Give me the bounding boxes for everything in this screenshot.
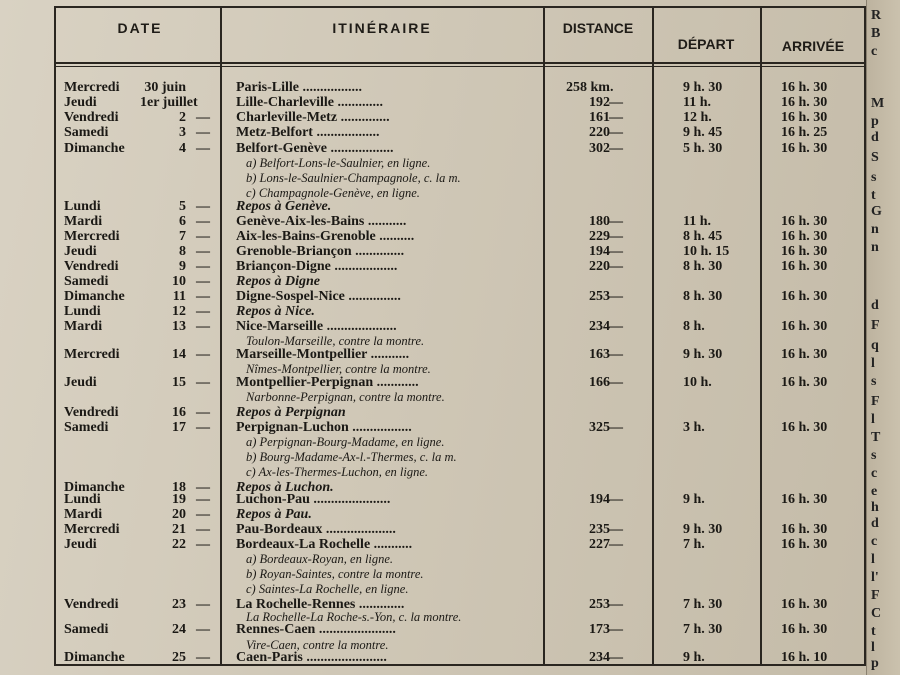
departure-time: 7 h. [683, 537, 705, 552]
date-number: 21 [172, 522, 186, 537]
stage-detail-row [0, 450, 900, 465]
weekday: Lundi [64, 492, 101, 507]
ditto-dash: — [609, 244, 623, 259]
weekday: Mercredi [64, 522, 120, 537]
arrival-time: 16 h. 30 [781, 492, 828, 507]
itinerary: Marseille-Montpellier ........... [236, 347, 410, 362]
departure-time: 8 h. [683, 319, 705, 334]
date-number: 22 [172, 537, 186, 552]
ditto-dash: — [609, 375, 623, 390]
arrival-time: 16 h. 25 [781, 125, 828, 140]
ditto-dash: — [609, 522, 623, 537]
stage-detail-row [0, 156, 900, 171]
date-number: 12 [172, 304, 186, 319]
margin-fragment: c [871, 466, 878, 481]
distance: 253 [589, 597, 610, 612]
date-number: 4 [179, 141, 186, 156]
departure-time: 9 h. 45 [683, 125, 723, 140]
schedule-row [0, 492, 900, 507]
schedule-row [0, 289, 900, 304]
stage-detail: b) Lons-le-Saulnier-Champagnole, c. la m. [246, 171, 461, 185]
ditto-dash: — [196, 650, 210, 665]
date-number: 10 [172, 274, 186, 289]
margin-fragment: G [871, 204, 882, 219]
arrival-time: 16 h. 30 [781, 289, 828, 304]
schedule-row [0, 95, 900, 110]
arrival-time: 16 h. 30 [781, 141, 828, 156]
margin-fragment: S [871, 150, 879, 165]
header-rule-thin [54, 66, 866, 67]
date-number: 3 [179, 125, 186, 140]
arrival-time: 16 h. 30 [781, 597, 828, 612]
schedule-row [0, 375, 900, 390]
arrival-time: 16 h. 30 [781, 319, 828, 334]
stage-detail: c) Saintes-La Rochelle, en ligne. [246, 582, 409, 596]
arrival-time: 16 h. 30 [781, 229, 828, 244]
itinerary: Charleville-Metz .............. [236, 110, 390, 125]
date-number: 9 [179, 259, 186, 274]
margin-fragment: p [871, 114, 879, 129]
ditto-dash: — [196, 405, 210, 420]
margin-fragment: F [871, 318, 880, 333]
margin-fragment: l [871, 412, 875, 427]
date-number: 17 [172, 420, 186, 435]
stage-detail: b) Royan-Saintes, contre la montre. [246, 567, 424, 581]
departure-time: 11 h. [683, 95, 712, 110]
arrival-time: 16 h. 30 [781, 259, 828, 274]
departure-time: 9 h. [683, 492, 705, 507]
date-number: 30 juin [144, 80, 186, 95]
date-number: 20 [172, 507, 186, 522]
arrival-time: 16 h. 30 [781, 622, 828, 637]
margin-fragment: s [871, 374, 877, 389]
weekday: Samedi [64, 622, 109, 637]
margin-fragment: t [871, 188, 876, 203]
stage-detail: a) Bordeaux-Royan, en ligne. [246, 552, 394, 566]
arrival-time: 16 h. 30 [781, 537, 828, 552]
stage-detail: Toulon-Marseille, contre la montre. [246, 334, 425, 348]
itinerary: Caen-Paris ....................... [236, 650, 387, 665]
ditto-dash: — [609, 125, 623, 140]
margin-fragment: M [871, 96, 885, 111]
header-date: DATE [117, 20, 163, 36]
distance: 192 [589, 95, 610, 110]
date-number: 6 [179, 214, 186, 229]
ditto-dash: — [196, 259, 210, 274]
schedule-row [0, 110, 900, 125]
margin-fragment: n [871, 222, 879, 237]
departure-time: 9 h. 30 [683, 80, 723, 95]
schedule-row [0, 214, 900, 229]
stage-detail: a) Belfort-Lons-le-Saulnier, en ligne. [246, 156, 431, 170]
ditto-dash: — [609, 537, 623, 552]
distance: 161 [589, 110, 610, 125]
stage-detail-row [0, 390, 900, 405]
margin-fragment: e [871, 484, 878, 499]
arrival-time: 16 h. 10 [781, 650, 828, 665]
stage-detail: a) Perpignan-Bourg-Madame, en ligne. [246, 435, 445, 449]
departure-time: 7 h. 30 [683, 622, 723, 637]
margin-fragment: s [871, 448, 877, 463]
arrival-time: 16 h. 30 [781, 95, 828, 110]
margin-fragment: R [871, 8, 882, 23]
stage-detail-row [0, 582, 900, 597]
header-distance: DISTANCE [562, 20, 634, 36]
itinerary: Paris-Lille ................. [236, 80, 362, 95]
schedule-row [0, 507, 900, 522]
schedule-row [0, 319, 900, 334]
margin-fragment: t [871, 624, 876, 639]
date-number: 8 [179, 244, 186, 259]
weekday: Lundi [64, 199, 101, 214]
itinerary: Montpellier-Perpignan ............ [236, 375, 419, 390]
stage-detail-row [0, 567, 900, 582]
itinerary: Briançon-Digne .................. [236, 259, 398, 274]
stage-detail: Narbonne-Perpignan, contre la montre. [246, 390, 445, 404]
date-number: 14 [172, 347, 186, 362]
margin-fragment: C [871, 606, 882, 621]
ditto-dash: — [196, 199, 210, 214]
ditto-dash: — [196, 507, 210, 522]
itinerary: Rennes-Caen ...................... [236, 622, 396, 637]
margin-fragment: B [871, 26, 881, 41]
itinerary: Digne-Sospel-Nice ............... [236, 289, 401, 304]
header-itineraire: ITINÉRAIRE [332, 20, 432, 36]
weekday: Samedi [64, 125, 109, 140]
itinerary: La Rochelle-Rennes ............. [236, 597, 405, 612]
date-number: 11 [172, 289, 186, 304]
margin-fragment: l' [871, 570, 879, 585]
distance: 229 [589, 229, 610, 244]
itinerary: Repos à Perpignan [236, 405, 346, 420]
date-number: 18 [172, 480, 186, 495]
ditto-dash: — [196, 375, 210, 390]
itinerary: Nice-Marseille .................... [236, 319, 397, 334]
schedule-row [0, 650, 900, 665]
distance: 302 [589, 141, 610, 156]
margin-fragment: l [871, 552, 875, 567]
weekday: Mardi [64, 214, 103, 229]
ditto-dash: — [196, 141, 210, 156]
arrival-time: 16 h. 30 [781, 110, 828, 125]
date-number: 16 [172, 405, 186, 420]
margin-fragment: T [871, 430, 881, 445]
date-number: 23 [172, 597, 186, 612]
weekday: Dimanche [64, 480, 125, 495]
ditto-dash: — [196, 304, 210, 319]
schedule-row [0, 622, 900, 637]
itinerary: Lille-Charleville ............. [236, 95, 383, 110]
departure-time: 12 h. [683, 110, 712, 125]
schedule-row [0, 80, 900, 95]
margin-fragment: d [871, 298, 879, 313]
weekday: Vendredi [64, 405, 119, 420]
distance: 253 [589, 289, 610, 304]
arrival-time: 16 h. 30 [781, 522, 828, 537]
schedule-row [0, 199, 900, 214]
distance: 180 [589, 214, 610, 229]
departure-time: 10 h. [683, 375, 712, 390]
ditto-dash: — [196, 110, 210, 125]
stage-detail-row [0, 435, 900, 450]
schedule-row [0, 537, 900, 552]
distance: 194 [589, 244, 610, 259]
arrival-time: 16 h. 30 [781, 214, 828, 229]
ditto-dash: — [196, 319, 210, 334]
arrival-time: 16 h. 30 [781, 375, 828, 390]
stage-detail-row [0, 465, 900, 480]
itinerary: Belfort-Genève .................. [236, 141, 394, 156]
itinerary: Bordeaux-La Rochelle ........... [236, 537, 413, 552]
ditto-dash: — [196, 480, 210, 495]
stage-detail: c) Ax-les-Thermes-Luchon, en ligne. [246, 465, 429, 479]
weekday: Dimanche [64, 289, 125, 304]
schedule-row [0, 125, 900, 140]
ditto-dash: — [196, 274, 210, 289]
weekday: Jeudi [64, 95, 97, 110]
ditto-dash: — [609, 597, 623, 612]
ditto-dash: — [196, 229, 210, 244]
ditto-dash: — [609, 492, 623, 507]
ditto-dash: — [196, 537, 210, 552]
distance: 227 [589, 537, 610, 552]
weekday: Dimanche [64, 650, 125, 665]
ditto-dash: — [609, 420, 623, 435]
ditto-dash: — [609, 214, 623, 229]
distance: 234 [589, 650, 610, 665]
departure-time: 7 h. 30 [683, 597, 723, 612]
date-number: 1er juillet [140, 95, 198, 110]
weekday: Vendredi [64, 597, 119, 612]
distance: 234 [589, 319, 610, 334]
distance: 173 [589, 622, 610, 637]
ditto-dash: — [196, 289, 210, 304]
date-number: 7 [179, 229, 186, 244]
ditto-dash: — [196, 622, 210, 637]
ditto-dash: — [196, 597, 210, 612]
ditto-dash: — [196, 214, 210, 229]
distance: 220 [589, 259, 610, 274]
schedule-row [0, 141, 900, 156]
schedule-row [0, 347, 900, 362]
schedule-row [0, 259, 900, 274]
ditto-dash: — [609, 650, 623, 665]
ditto-dash: — [609, 289, 623, 304]
distance: 258 km. [566, 80, 614, 95]
ditto-dash: — [196, 492, 210, 507]
weekday: Vendredi [64, 110, 119, 125]
margin-fragment: d [871, 516, 879, 531]
date-number: 15 [172, 375, 186, 390]
departure-time: 8 h. 30 [683, 259, 723, 274]
ditto-dash: — [609, 259, 623, 274]
schedule-row [0, 304, 900, 319]
ditto-dash: — [609, 141, 623, 156]
ditto-dash: — [609, 622, 623, 637]
departure-time: 5 h. 30 [683, 141, 723, 156]
ditto-dash: — [609, 95, 623, 110]
margin-fragment: p [871, 656, 879, 671]
distance: 235 [589, 522, 610, 537]
distance: 166 [589, 375, 610, 390]
header-arrivee: ARRIVÉE [781, 38, 845, 54]
schedule-row [0, 229, 900, 244]
itinerary: Repos à Pau. [236, 507, 312, 522]
arrival-time: 16 h. 30 [781, 80, 828, 95]
itinerary: Pau-Bordeaux .................... [236, 522, 396, 537]
weekday: Mardi [64, 507, 103, 522]
date-number: 25 [172, 650, 186, 665]
margin-fragment: F [871, 588, 880, 603]
margin-fragment: n [871, 240, 879, 255]
ditto-dash: — [609, 229, 623, 244]
weekday: Vendredi [64, 259, 119, 274]
itinerary: Grenoble-Briançon .............. [236, 244, 405, 259]
itinerary: Repos à Luchon. [236, 480, 334, 495]
schedule-row [0, 244, 900, 259]
departure-time: 8 h. 30 [683, 289, 723, 304]
schedule-row [0, 274, 900, 289]
itinerary: Repos à Digne [236, 274, 320, 289]
itinerary: Genève-Aix-les-Bains ........... [236, 214, 407, 229]
stage-detail: b) Bourg-Madame-Ax-l.-Thermes, c. la m. [246, 450, 457, 464]
arrival-time: 16 h. 30 [781, 420, 828, 435]
stage-detail: c) Champagnole-Genève, en ligne. [246, 186, 420, 200]
ditto-dash: — [609, 347, 623, 362]
header-rule [54, 62, 866, 64]
itinerary: Aix-les-Bains-Grenoble .......... [236, 229, 415, 244]
weekday: Samedi [64, 274, 109, 289]
weekday: Samedi [64, 420, 109, 435]
stage-detail: Nîmes-Montpellier, contre la montre. [246, 362, 431, 376]
departure-time: 9 h. 30 [683, 347, 723, 362]
departure-time: 8 h. 45 [683, 229, 723, 244]
arrival-time: 16 h. 30 [781, 244, 828, 259]
date-number: 5 [179, 199, 186, 214]
stage-detail-row [0, 552, 900, 567]
weekday: Mercredi [64, 347, 120, 362]
itinerary: Perpignan-Luchon ................. [236, 420, 412, 435]
date-number: 19 [172, 492, 186, 507]
ditto-dash: — [196, 347, 210, 362]
weekday: Mercredi [64, 229, 120, 244]
margin-fragment: l [871, 356, 875, 371]
departure-time: 9 h. [683, 650, 705, 665]
margin-fragment: h [871, 500, 879, 515]
schedule-row [0, 420, 900, 435]
margin-fragment: d [871, 130, 879, 145]
stage-detail: La Rochelle-La Roche-s.-Yon, c. la montre. [246, 610, 462, 624]
margin-fragment: c [871, 534, 878, 549]
schedule-row [0, 405, 900, 420]
weekday: Mercredi [64, 80, 120, 95]
itinerary: Repos à Genève. [236, 199, 332, 214]
itinerary: Metz-Belfort .................. [236, 125, 380, 140]
margin-fragment: c [871, 44, 878, 59]
ditto-dash: — [196, 125, 210, 140]
header-depart: DÉPART [677, 36, 735, 52]
weekday: Lundi [64, 304, 101, 319]
departure-time: 11 h. [683, 214, 712, 229]
distance: 220 [589, 125, 610, 140]
stage-detail: Vire-Caen, contre la montre. [246, 638, 389, 652]
weekday: Dimanche [64, 141, 125, 156]
distance: 194 [589, 492, 610, 507]
itinerary: Luchon-Pau ...................... [236, 492, 391, 507]
distance: 325 [589, 420, 610, 435]
weekday: Jeudi [64, 537, 97, 552]
weekday: Mardi [64, 319, 103, 334]
itinerary: Repos à Nice. [236, 304, 315, 319]
date-number: 13 [172, 319, 186, 334]
margin-fragment: F [871, 394, 880, 409]
stage-detail-row [0, 171, 900, 186]
ditto-dash: — [196, 420, 210, 435]
margin-fragment: q [871, 338, 879, 353]
margin-fragment: s [871, 170, 877, 185]
arrival-time: 16 h. 30 [781, 347, 828, 362]
ditto-dash: — [609, 110, 623, 125]
departure-time: 3 h. [683, 420, 705, 435]
distance: 163 [589, 347, 610, 362]
ditto-dash: — [196, 522, 210, 537]
departure-time: 10 h. 15 [683, 244, 730, 259]
ditto-dash: — [609, 319, 623, 334]
weekday: Jeudi [64, 244, 97, 259]
schedule-row [0, 522, 900, 537]
ditto-dash: — [196, 244, 210, 259]
date-number: 24 [172, 622, 186, 637]
weekday: Jeudi [64, 375, 97, 390]
departure-time: 9 h. 30 [683, 522, 723, 537]
margin-fragment: l [871, 640, 875, 655]
date-number: 2 [179, 110, 186, 125]
